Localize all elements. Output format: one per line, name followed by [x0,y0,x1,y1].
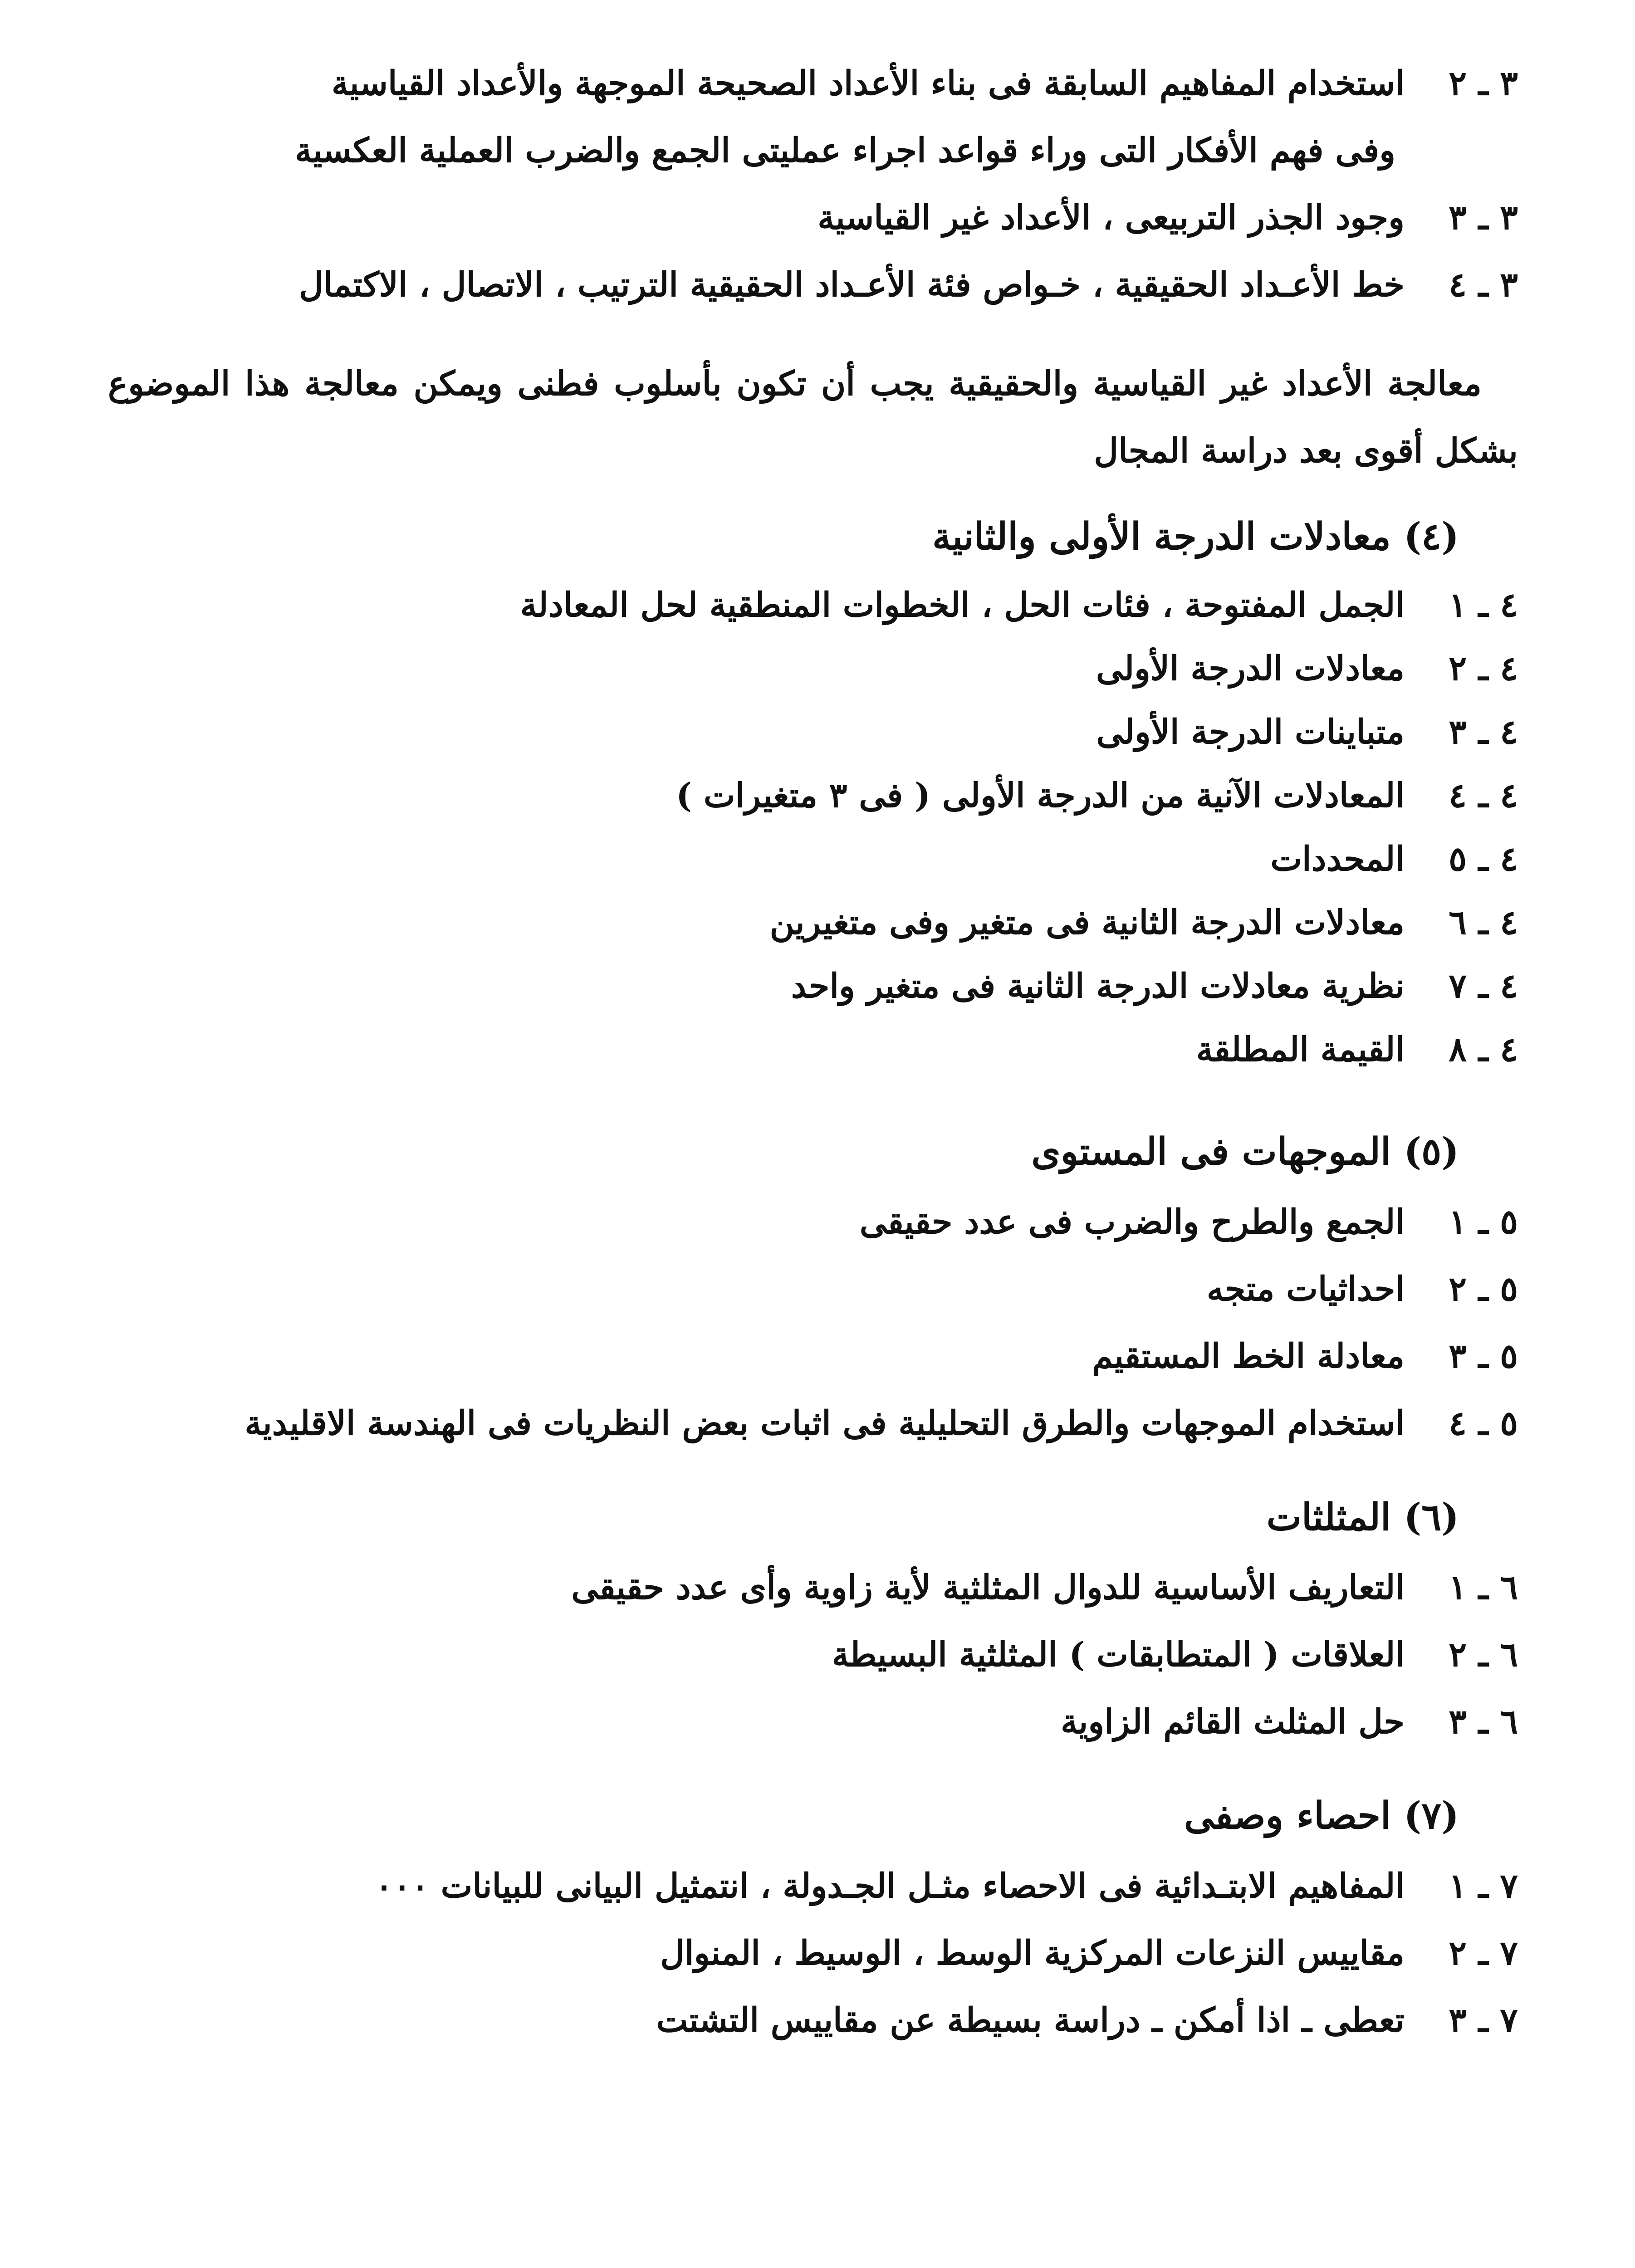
section-5 [108,1118,1518,1457]
list-item [108,827,1518,891]
list-item [108,954,1518,1018]
section-heading: (٥) الموجهات فى المستوى [1031,1130,1459,1173]
item-number: ٥ ـ ١ [1449,1202,1518,1242]
section-7 [108,1782,1518,2054]
list-item [108,1920,1518,1987]
list-item [108,1323,1518,1390]
item-text: الجمع والطرح والضرب فى عدد حقيقى [859,1202,1405,1242]
item-text: متباينات الدرجة الأولى [1096,713,1405,752]
item-text: الجمل المفتوحة ، فئات الحل ، الخطوات المنطقية لحل المعادلة [520,586,1405,625]
list-item [108,50,1518,117]
list-item [108,1390,1518,1457]
item-number: ٦ ـ ٢ [1449,1635,1518,1674]
list-item [108,1018,1518,1081]
item-text: العلاقات ( المتطابقات ) المثلثية البسيطة [832,1635,1405,1674]
section-4 [108,503,1518,1081]
note-paragraph: معالجة الأعداد غير القياسية والحقيقية يجب أن تكون بأسلوب فطنى ويمكن معالجة هذا الموضوع بشكل أقوى بعد دراسة المجال [108,364,1518,470]
list-item [108,700,1518,764]
item-text: المفاهيم الابتـدائية فى الاحصاء مثـل الجـدولة ، انتمثيل البيانى للبيانات ٠٠٠ [375,1867,1405,1906]
item-number: ٥ ـ ٣ [1449,1337,1518,1376]
list-item [108,573,1518,637]
item-number: ٧ ـ ٢ [1449,1934,1518,1973]
item-text: مقاييس النزعات المركزية الوسط ، الوسيط ، المنوال [660,1934,1405,1973]
list-item [108,1853,1518,1920]
list-item [108,1256,1518,1323]
list-item [108,764,1518,827]
item-number: ٣ ـ ٣ [1449,198,1518,237]
item-text: نظرية معادلات الدرجة الثانية فى متغير واحد [791,967,1405,1006]
item-text: تعطى ـ اذا أمكن ـ دراسة بسيطة عن مقاييس التشتت [656,2001,1405,2040]
item-number: ٧ ـ ٣ [1449,2001,1518,2040]
item-number: ٤ ـ ١ [1449,586,1518,625]
item-number: ٣ ـ ٤ [1449,265,1518,304]
item-text: المعادلات الآنية من الدرجة الأولى ( فى ٣ متغيرات ) [676,776,1405,815]
item-text: التعاريف الأساسية للدوال المثلثية لأية زاوية وأى عدد حقيقى [571,1568,1405,1607]
item-text: معادلات الدرجة الثانية فى متغير وفى متغيرين [769,903,1405,942]
list-item [108,251,1518,318]
list-item [108,1621,1518,1688]
item-text: معادلات الدرجة الأولى [1096,649,1405,688]
item-text: معادلة الخط المستقيم [1092,1337,1405,1376]
item-number: ٦ ـ ١ [1449,1568,1518,1607]
section-heading: (٦) المثلثات [1266,1496,1459,1539]
item-number: ٥ ـ ٢ [1449,1270,1518,1309]
section-3-continuation [108,50,1518,484]
item-number: ٤ ـ ٨ [1449,1030,1518,1069]
list-item [108,891,1518,954]
item-number: ٣ ـ ٢ [1449,64,1518,103]
item-text: وجود الجذر التربيعى ، الأعداد غير القياسية [818,198,1405,237]
item-number: ٤ ـ ٣ [1449,713,1518,752]
item-text: حل المثلث القائم الزاوية [1061,1702,1405,1741]
list-item [108,1554,1518,1621]
item-number: ٤ ـ ٤ [1449,776,1518,815]
list-item [108,1188,1518,1256]
section-heading: (٧) احصاء وصفى [1184,1794,1459,1838]
section-heading: (٤) معادلات الدرجة الأولى والثانية [932,515,1459,558]
item-text: القيمة المطلقة [1196,1030,1405,1069]
section-6 [108,1483,1518,1755]
sub-paragraph: وفى فهم الأفكار التى وراء قواعد اجراء عمليتى الجمع والضرب العملية العكسية [295,131,1395,170]
list-item [108,1688,1518,1755]
item-number: ٧ ـ ١ [1449,1867,1518,1906]
item-number: ٤ ـ ٢ [1449,649,1518,688]
item-text: استخدام الموجهات والطرق التحليلية فى اثبات بعض النظريات فى الهندسة الاقليدية [245,1404,1405,1443]
item-text: احداثيات متجه [1206,1270,1405,1309]
item-number: ٤ ـ ٦ [1449,903,1518,942]
list-item [108,1987,1518,2054]
list-item [108,637,1518,700]
item-text: استخدام المفاهيم السابقة فى بناء الأعداد الصحيحة الموجهة والأعداد القياسية [331,64,1405,103]
item-text: المحددات [1270,840,1405,879]
item-text: خط الأعـداد الحقيقية ، خـواص فئة الأعـداد الحقيقية الترتيب ، الاتصال ، الاكتمال [299,265,1405,304]
item-number: ٤ ـ ٧ [1449,967,1518,1006]
item-number: ٤ ـ ٥ [1449,840,1518,879]
list-item [108,184,1518,251]
item-number: ٦ ـ ٣ [1449,1702,1518,1741]
item-number: ٥ ـ ٤ [1449,1404,1518,1443]
